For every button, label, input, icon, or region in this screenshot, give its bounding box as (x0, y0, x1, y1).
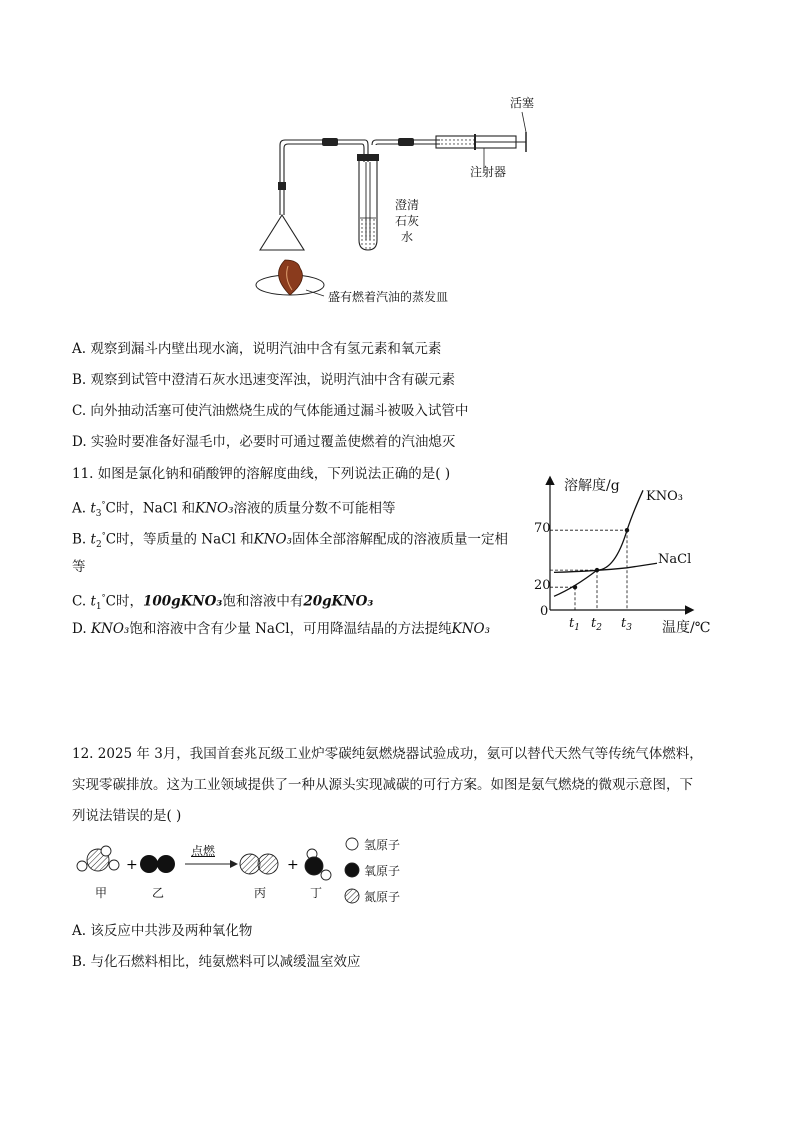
dish-label: 盛有燃着汽油的蒸发皿 (328, 290, 449, 304)
q12-stem-line1: 12. 2025 年 3月，我国首套兆瓦级工业炉零碳纯氨燃烧器试验成功，氨可以替代天然气等传统气体燃料， (72, 746, 703, 762)
legend-oxygen: 氧原子 (364, 864, 401, 878)
legend-symbols (345, 838, 359, 903)
limewater-label-2: 石灰 (395, 214, 420, 228)
solubility-chart (520, 470, 730, 640)
point-t2 (595, 568, 599, 572)
piston-label: 活塞 (510, 96, 535, 110)
y-tick-0: 0 (540, 604, 549, 619)
reaction-condition: 点燃 (191, 844, 216, 858)
stopper (357, 154, 379, 161)
x-tick-t1: $t_1$ (569, 616, 580, 633)
y-tick-20: 20 (534, 578, 551, 593)
q11-stem: 11. 如图是氯化钠和硝酸钾的溶解度曲线，下列说法正确的是( ) (72, 466, 451, 482)
evaporating-dish (256, 260, 324, 296)
q11-option-b-cont: 等 (72, 559, 86, 575)
syringe-label: 注射器 (470, 165, 507, 179)
test-tube (359, 161, 377, 250)
legend-hydrogen: 氢原子 (364, 838, 401, 852)
x-axis-label: 温度/℃ (662, 620, 711, 636)
plus-sign-1: + (126, 857, 138, 873)
limewater-label-1: 澄清 (395, 198, 420, 212)
label-bing: 丙 (254, 886, 267, 900)
legend-nitrogen: 氮原子 (364, 890, 401, 904)
q11-option-a: A. $t_3^\circ C$时，NaCl 和KNO₃溶液的质量分数不可能相等 (72, 500, 396, 520)
point-t3 (625, 528, 629, 532)
label-jia: 甲 (95, 886, 108, 900)
reaction-arrow (185, 860, 238, 868)
q12-option-b: B. 与化石燃料相比，纯氨燃料可以减缓温室效应 (72, 954, 361, 970)
y-axis-label: 溶解度/g (564, 478, 620, 494)
molecule-bing-n2 (240, 854, 278, 874)
q10-option-c: C. 向外抽动活塞可使汽油燃烧生成的气体能通过漏斗被吸入试管中 (72, 403, 469, 419)
x-tick-t2: $t_2$ (591, 616, 602, 633)
syringe (436, 112, 526, 168)
label-yi: 乙 (152, 886, 165, 900)
q10-option-a: A. 观察到漏斗内壁出现水滴，说明汽油中含有氢元素和氧元素 (72, 341, 442, 357)
rubber-tube-2 (398, 138, 414, 146)
q11-option-d: D. KNO₃饱和溶液中含有少量 NaCl，可用降温结晶的方法提纯KNO₃ (72, 621, 491, 637)
kno3-curve (554, 490, 643, 596)
point-t1 (573, 585, 577, 589)
molecule-jia-nh3 (77, 846, 119, 871)
q12-option-a: A. 该反应中共涉及两种氧化物 (72, 923, 253, 939)
q11-option-c: C. $t_1^\circ C$时，100gKNO₃饱和溶液中有20gKNO₃ (72, 593, 374, 613)
series-label-kno3: KNO₃ (646, 489, 683, 504)
funnel-joint (278, 182, 286, 190)
q10-option-d: D. 实验时要准备好湿毛巾，必要时可通过覆盖使燃着的汽油熄灭 (72, 434, 456, 450)
q12-stem-line2: 实现零碳排放。这为工业领域提供了一种从源头实现减碳的可行方案。如图是氨气燃烧的微观示意图，下 (72, 777, 693, 793)
plus-sign-2: + (287, 857, 299, 873)
rubber-tube-1 (322, 138, 338, 146)
q11-option-b: B. $t_2^\circ C$时，等质量的 NaCl 和KNO₃固体全部溶解配成的溶液质量一定相 (72, 531, 508, 551)
funnel (260, 140, 360, 250)
molecule-yi-o2 (140, 855, 175, 873)
limewater-label-3: 水 (401, 230, 414, 244)
q10-option-b: B. 观察到试管中澄清石灰水迅速变浑浊，说明汽油中含有碳元素 (72, 372, 456, 388)
molecule-ding-h2o (305, 849, 331, 880)
y-tick-70: 70 (534, 521, 551, 536)
series-label-nacl: NaCl (658, 552, 692, 567)
x-tick-t3: $t_3$ (621, 616, 632, 633)
q12-stem-line3: 列说法错误的是( ) (72, 808, 182, 824)
label-ding: 丁 (310, 886, 323, 900)
